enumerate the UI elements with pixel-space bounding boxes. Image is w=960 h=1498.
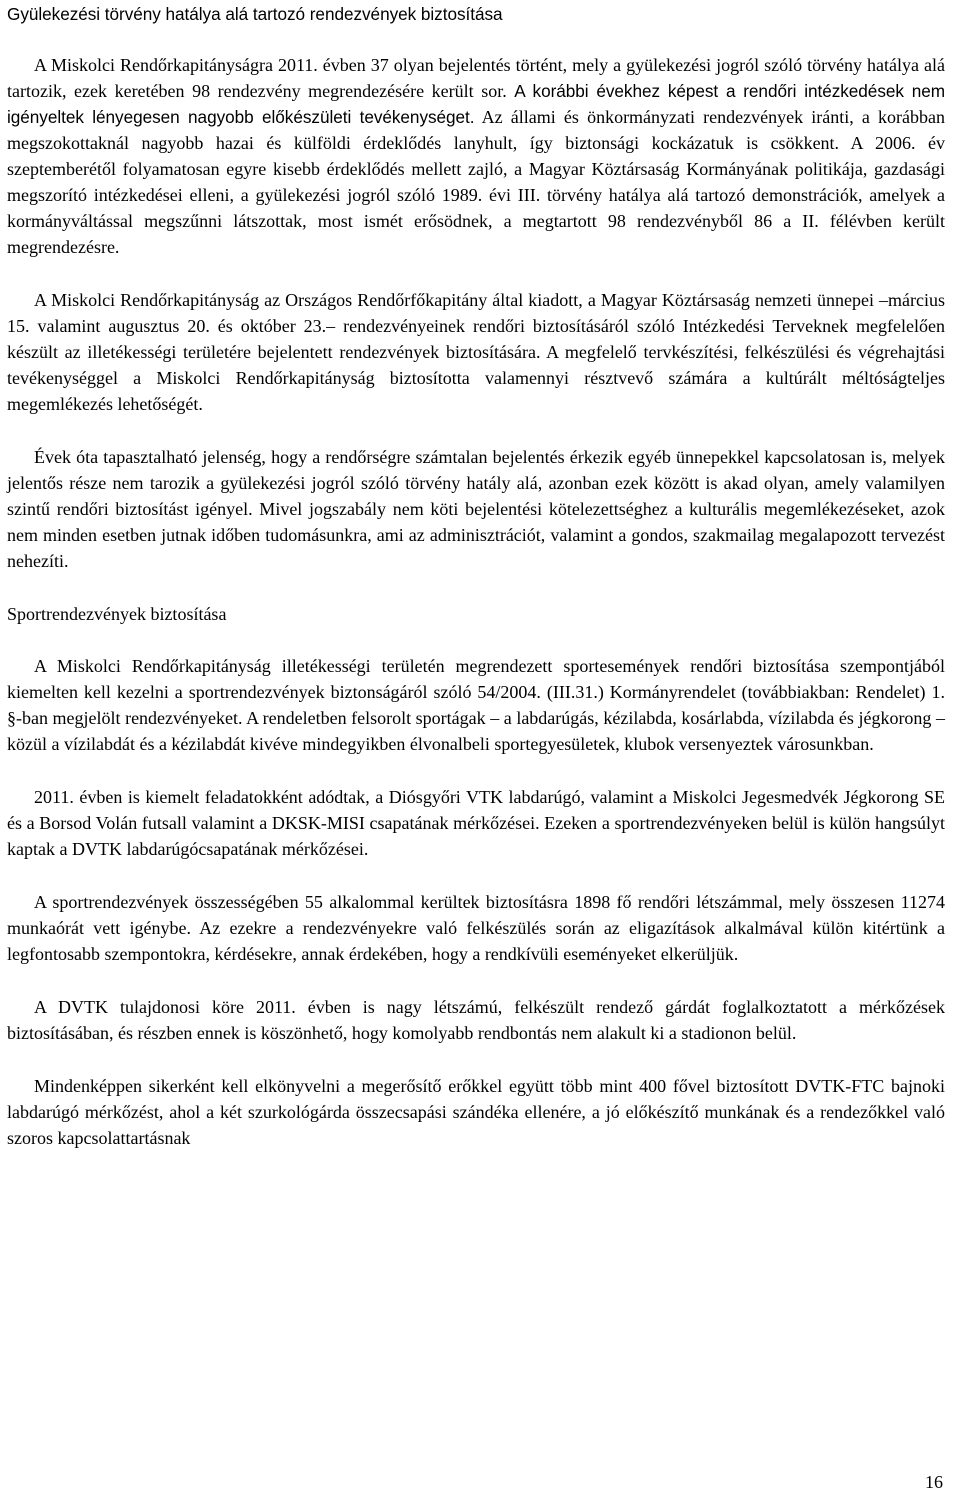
paragraph-sports-regulation: A Miskolci Rendőrkapitányság illetékességi területén megrendezett sportesemények rendőri biztosítása szempontjából kiemelten kell kezelni a sportrendezvények biztonságáról szóló 54/2004. (III.31.) Kormányrendelet (továbbiakban: Rendelet) 1. §-ban megjelölt rendezvényeket. A rendeletben felsorolt sportágak – a labdarúgás, kézilabda, kosárlabda, vízilabda és jégkorong – közül a vízilabdát és a kézilabdát kivéve mindegyikben élvonalbeli sportegyesületek, klubok versenyeztek városunkban. <box>7 656 945 754</box>
document-page <box>7 0 945 1178</box>
section-heading-assemblies: Gyülekezési törvény hatálya alá tartozó rendezvények biztosítása <box>7 4 503 24</box>
paragraph-assemblies-summary <box>7 52 945 260</box>
section-heading-sports: Sportrendezvények biztosítása <box>7 604 227 624</box>
sentence-4: A 2006. év szeptemberétől folyamatosan egyre kisebb érdeklődés mellett zajló, a Magyar Köztársaság Kormányának politikája, gazdasági megszorító intézkedései elleni, a gyülekezési jogról szóló 1989. évi III. törvény hatálya alá tartozó demonstrációk, amelyek a kormányváltással megszűnni látszottak, most ismét erősödnek, a megtartott 98 rendezvényből 86 a II. félévben került megrendezésre. <box>7 133 945 257</box>
paragraph-dvtk-stewards: A DVTK tulajdonosi köre 2011. évben is nagy létszámú, felkészült rendező gárdát foglalkoztatott a mérkőzések biztosításában, és részben ennek is köszönhető, hogy komolyabb rendbontás nem alakult ki a stadionon belül. <box>7 997 945 1043</box>
paragraph-police-staffing: A sportrendezvények összességében 55 alkalommal kerültek biztosításra 1898 fő rendőri létszámmal, mely összesen 11274 munkaórát vett igénybe. Az ezekre a rendezvényekre való felkészülés során az eligazítások alkalmával külön kitértünk a legfontosabb szempontokra, kérdésekre, annak érdekében, hogy a rendkívüli eseményeket elkerüljük. <box>7 892 945 964</box>
sentence-3: Az állami és önkormányzati rendezvények iránti, a korábban megszokottaknál nagyobb hazai és külföldi érdeklődés lanyhult, így biztonsági kockázatuk is csökkent. <box>7 107 945 153</box>
paragraph-priority-matches: 2011. évben is kiemelt feladatokként adódtak, a Diósgyőri VTK labdarúgó, valamint a Miskolci Jegesmedvék Jégkorong SE és a Borsod Volán futsall valamint a DKSK-MISI csapatának mérkőzései. Ezeken a sportrendezvényeken belül is külön hangsúlyt kaptak a DVTK labdarúgócsapatának mérkőzései. <box>7 787 945 859</box>
sentence-2: A korábbi évekhez képest a rendőri intézkedések nem igényeltek lényegesen nagyobb előkészületi tevékenységet. <box>7 81 945 127</box>
page-number: 16 <box>925 1472 943 1492</box>
paragraph-national-holidays: A Miskolci Rendőrkapitányság az Országos Rendőrfőkapitány által kiadott, a Magyar Köztársaság nemzeti ünnepei –március 15. valamint augusztus 20. és október 23.– rendezvényeinek rendőri biztosításáról szóló Intézkedési Terveknek megfelelően készült az illetékességi területére bejelentett rendezvények biztosítására. A megfelelő tervkészítési, felkészülési és végrehajtási tevékenységgel a Miskolci Rendőrkapitányság biztosította valamennyi résztvevő számára a kultúrált méltóságteljes megemlékezés lehetőségét. <box>7 290 945 414</box>
paragraph-other-events: Évek óta tapasztalható jelenség, hogy a rendőrségre számtalan bejelentés érkezik egyéb ünnepekkel kapcsolatosan is, melyek jelentős része nem tarozik a gyülekezési jogról szóló törvény hatály alá, azonban ezek között is akad olyan, amely valamilyen szintű rendőri biztosítást igényel. Mivel jogszabály nem köti bejelentési kötelezettséghez a kulturális megemlékezéseket, azok nem minden esetben jutnak időben tudomásunkra, ami az adminisztrációt, valamint a gondos, szakmailag megalapozott tervezést nehezíti. <box>7 447 945 571</box>
paragraph-dvtk-ftc-match: Mindenképpen sikerként kell elkönyvelni a megerősítő erőkkel együtt több mint 400 fővel biztosított DVTK-FTC bajnoki labdarúgó mérkőzést, ahol a két szurkológárda összecsapási szándéka ellenére, a jó előkészítő munkának és a rendezőkkel való szoros kapcsolattartásnak <box>7 1076 945 1148</box>
sentence-1: A Miskolci Rendőrkapitányságra 2011. évben 37 olyan bejelentés történt, mely a gyülekezési jogról szóló törvény hatálya alá tartozik, ezek keretében 98 rendezvény megrendezésére került sor. <box>7 55 945 101</box>
